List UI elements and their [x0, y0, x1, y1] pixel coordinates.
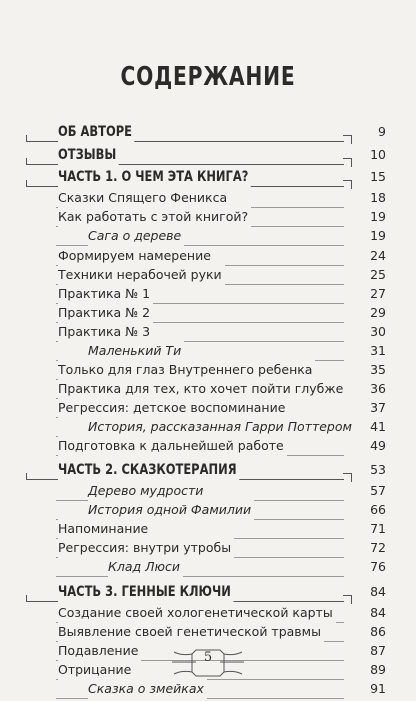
toc-entry-page: 31	[370, 343, 386, 358]
toc-entry-title: Сказка о змейках	[88, 679, 207, 699]
toc-entry-title: ОБ АВТОРЕ	[58, 122, 134, 142]
toc-entry	[0, 679, 416, 701]
toc-entry-page: 36	[370, 381, 386, 396]
toc-bracket-corner	[26, 180, 37, 187]
toc-leader-line	[56, 576, 344, 577]
toc-entry-title: История одной Фамилии	[88, 500, 254, 520]
toc-entry-page: 9	[378, 124, 386, 139]
toc-entry-title: Сага о дереве	[88, 226, 184, 246]
toc-entry-page: 86	[370, 624, 386, 639]
toc-entry-title: Создание своей хологенетической карты	[58, 603, 336, 623]
toc-entry-page: 19	[370, 228, 386, 243]
toc-entry-title: Сказки Спящего Феникса	[58, 188, 230, 208]
toc-entry-title: Клад Люси	[108, 557, 183, 577]
toc-entry-title: Отрицание	[58, 660, 134, 680]
page-title: СОДЕРЖАНИЕ	[120, 62, 296, 92]
toc-entry-title: Формируем намерение	[58, 246, 214, 266]
toc-entry-page: 18	[370, 190, 386, 205]
toc-entry-title: ЧАСТЬ 2. СКАЗКОТЕРАПИЯ	[58, 460, 239, 480]
toc-entry-title: Дерево мудрости	[88, 481, 206, 501]
toc-entry-title: Маленький Ти	[88, 341, 184, 361]
toc-entry-page: 24	[370, 248, 386, 263]
toc-entry-page: 87	[370, 643, 386, 658]
toc-entry-page: 49	[370, 438, 386, 453]
toc-section-entry	[0, 582, 416, 604]
toc-entry-title: Подготовка к дальнейшей работе	[58, 436, 287, 456]
toc-entry-title: Практика для тех, кто хочет пойти глубже	[58, 379, 346, 399]
toc-section-entry	[0, 167, 416, 189]
toc-entry	[0, 557, 416, 579]
toc-entry-page: 66	[370, 502, 386, 517]
toc-entry-page: 37	[370, 400, 386, 415]
toc-entry-title: Регрессия: детское воспоминание	[58, 398, 288, 418]
page-number: 5	[203, 650, 213, 665]
toc-entry-page: 84	[370, 605, 386, 620]
toc-entry-title: Регрессия: внутри утробы	[58, 538, 234, 558]
toc-entry-page: 25	[370, 267, 386, 282]
toc-entry-title: Техники нерабочей руки	[58, 265, 225, 285]
toc-entry-page: 76	[370, 559, 386, 574]
toc-entry-page: 84	[370, 584, 386, 599]
toc-entry-page: 35	[370, 362, 386, 377]
toc-entry-page: 19	[370, 209, 386, 224]
toc-section-entry	[0, 145, 416, 167]
toc-entry-title: Практика № 1	[58, 284, 153, 304]
toc-entry-page: 10	[370, 147, 386, 162]
toc-entry-page: 30	[370, 324, 386, 339]
toc-entry-page: 89	[370, 662, 386, 677]
toc-entry-title: Выявление своей генетической травмы	[58, 622, 324, 642]
toc-bracket-corner	[26, 135, 37, 142]
toc-entry-page: 15	[370, 169, 386, 184]
toc-entry-page: 29	[370, 305, 386, 320]
toc-entry-title: История, рассказанная Гарри Поттером	[88, 417, 355, 437]
toc-section-entry	[0, 460, 416, 482]
toc-bracket-corner	[26, 158, 37, 165]
toc-bracket-corner	[343, 135, 352, 144]
toc-entry-page: 72	[370, 540, 386, 555]
toc-bracket-corner	[26, 595, 37, 602]
toc-entry-page: 41	[370, 419, 386, 434]
toc-bracket-corner	[26, 473, 37, 480]
toc-entry-title: Подавление	[58, 641, 141, 661]
toc-entry-title: Практика № 2	[58, 303, 153, 323]
toc-entry	[0, 436, 416, 458]
toc-entry-page: 91	[370, 681, 386, 696]
toc-entry-title: ЧАСТЬ 1. О ЧЕМ ЭТА КНИГА?	[58, 167, 251, 187]
toc-entry-page: 71	[370, 521, 386, 536]
toc-bracket-corner	[343, 158, 352, 167]
toc-section-entry	[0, 122, 416, 144]
toc-entry-title: ЧАСТЬ 3. ГЕННЫЕ КЛЮЧИ	[58, 582, 233, 602]
toc-entry-title: ОТЗЫВЫ	[58, 145, 119, 165]
toc-entry-title: Только для глаз Внутреннего ребенка	[58, 360, 315, 380]
toc-entry-title: Практика № 3	[58, 322, 153, 342]
toc-entry-title: Как работать с этой книгой?	[58, 207, 251, 227]
toc-entry-page: 57	[370, 483, 386, 498]
toc-entry-page: 27	[370, 286, 386, 301]
toc-entry-page: 53	[370, 462, 386, 477]
toc-entry-title: Напоминание	[58, 519, 151, 539]
toc-entry	[0, 226, 416, 248]
